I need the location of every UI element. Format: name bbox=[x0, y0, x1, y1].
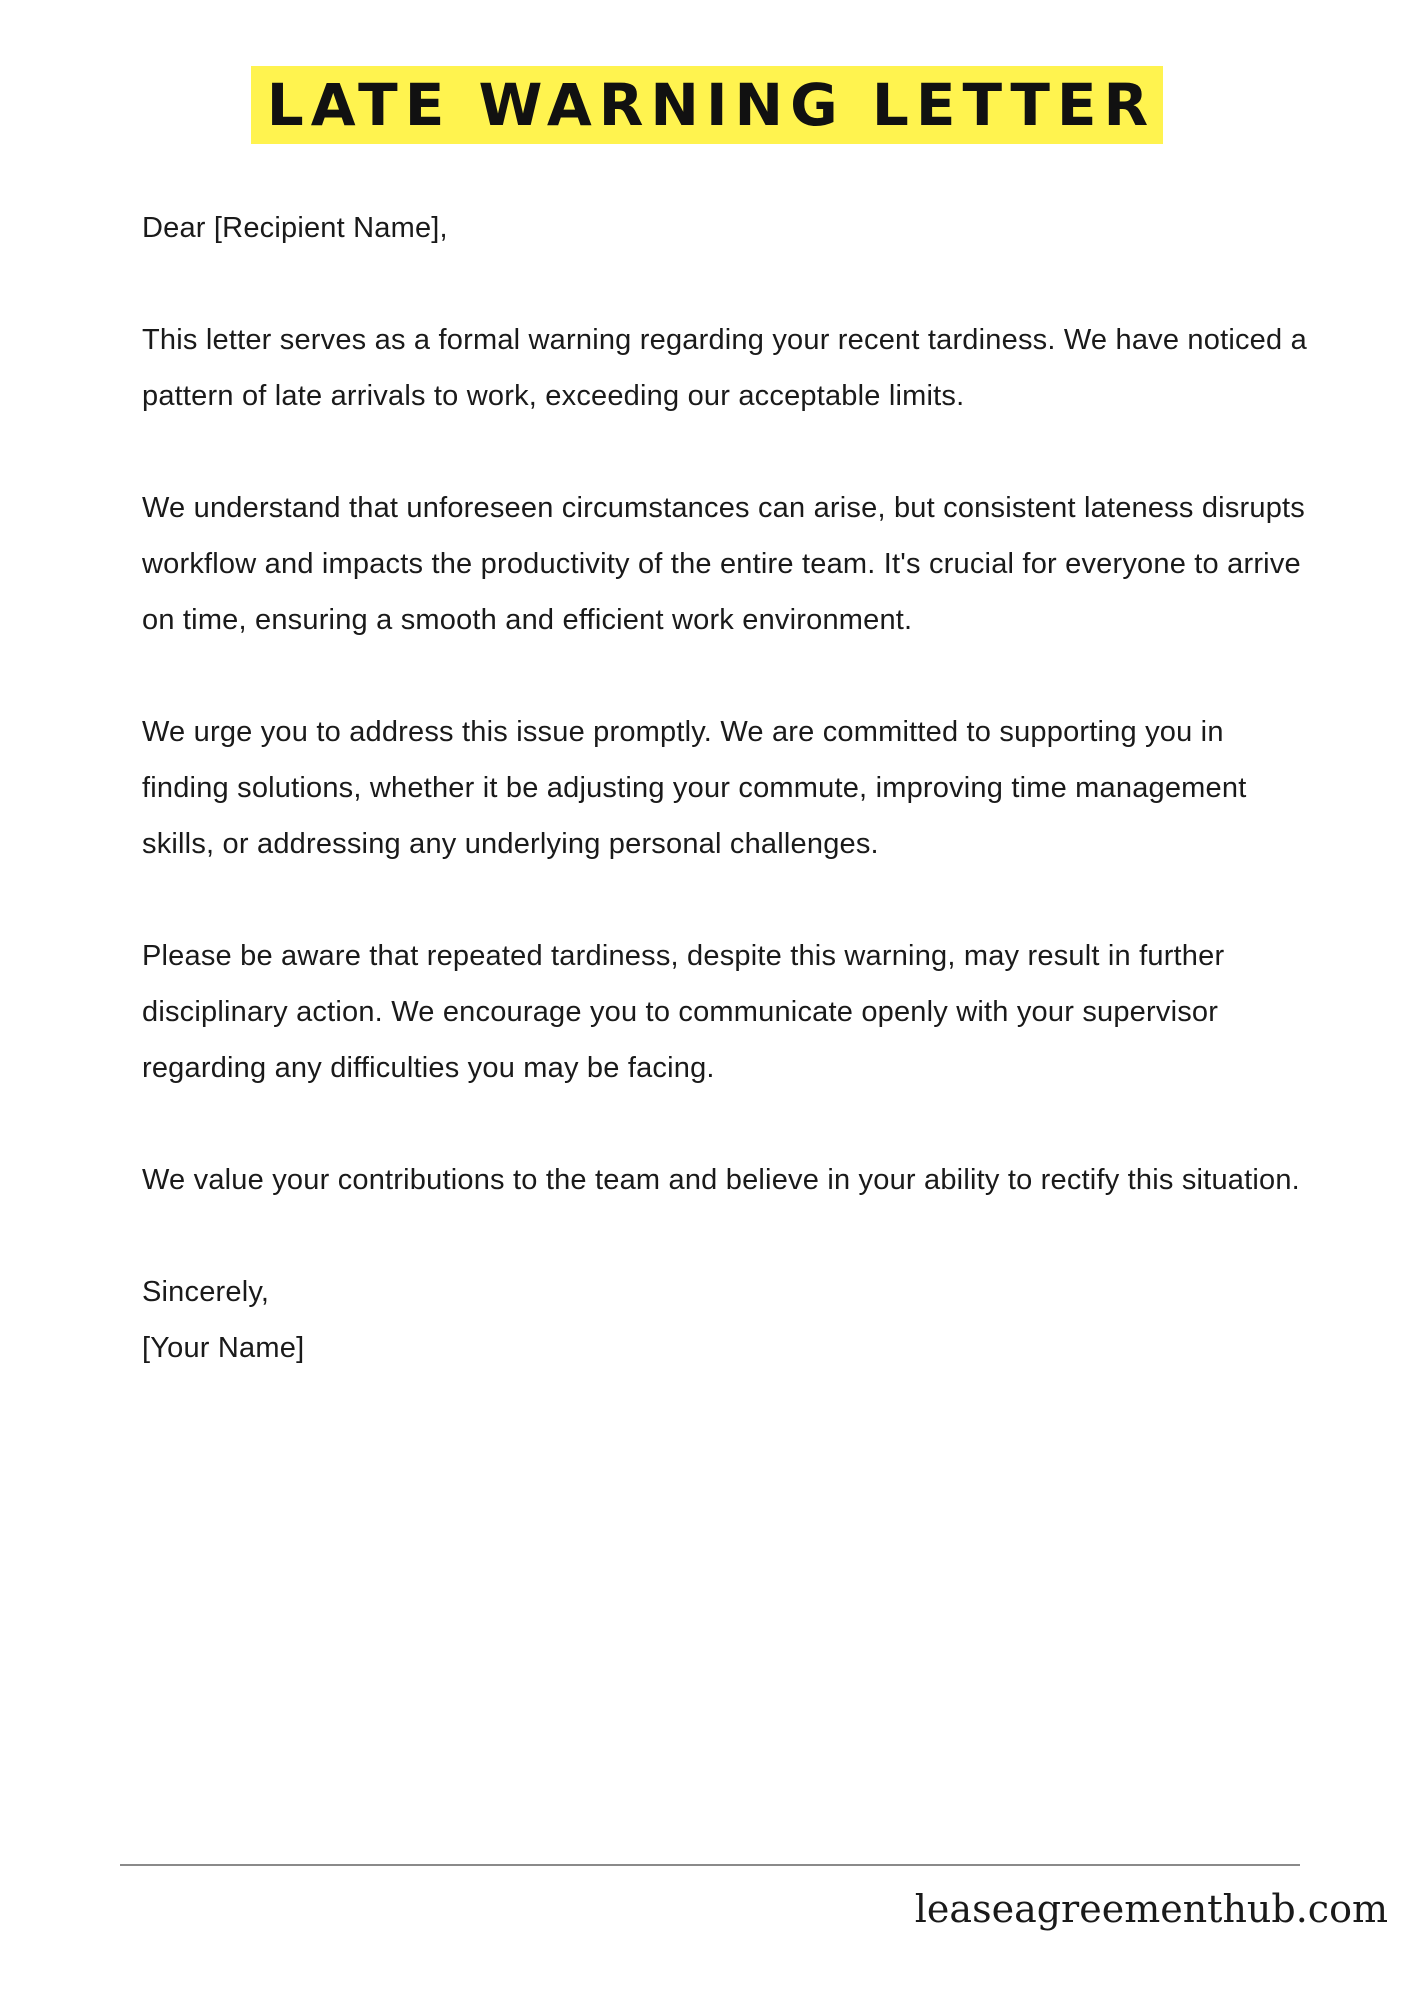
footer-divider bbox=[120, 1864, 1300, 1866]
title-container bbox=[0, 66, 1414, 144]
letter-paragraph-2: We understand that unforeseen circumstances can arise, but consistent lateness disrupts workflow and impacts the productivity of the entire team. It's crucial for everyone to arrive on time, ensuring a smooth and efficient work environment. bbox=[142, 492, 1305, 636]
letter-body bbox=[142, 200, 1312, 1376]
footer-website: leaseagreementhub.com bbox=[914, 1887, 1388, 1931]
signature: [Your Name] bbox=[142, 1332, 305, 1364]
salutation: Dear [Recipient Name], bbox=[142, 212, 448, 244]
closing: Sincerely, bbox=[142, 1276, 270, 1308]
letter-paragraph-3: We urge you to address this issue promptly. We are committed to supporting you in finding solutions, whether it be adjusting your commute, improving time management skills, or addressing any underlying personal challenges. bbox=[142, 716, 1247, 860]
page-title: LATE WARNING LETTER bbox=[251, 66, 1163, 144]
letter-paragraph-5: We value your contributions to the team and believe in your ability to rectify this situation. bbox=[142, 1164, 1300, 1196]
letter-paragraph-4: Please be aware that repeated tardiness, despite this warning, may result in further disciplinary action. We encourage you to communicate openly with your supervisor regarding any difficulties you may be facing. bbox=[142, 940, 1225, 1084]
letter-paragraph-1: This letter serves as a formal warning regarding your recent tardiness. We have noticed a pattern of late arrivals to work, exceeding our acceptable limits. bbox=[142, 324, 1307, 412]
